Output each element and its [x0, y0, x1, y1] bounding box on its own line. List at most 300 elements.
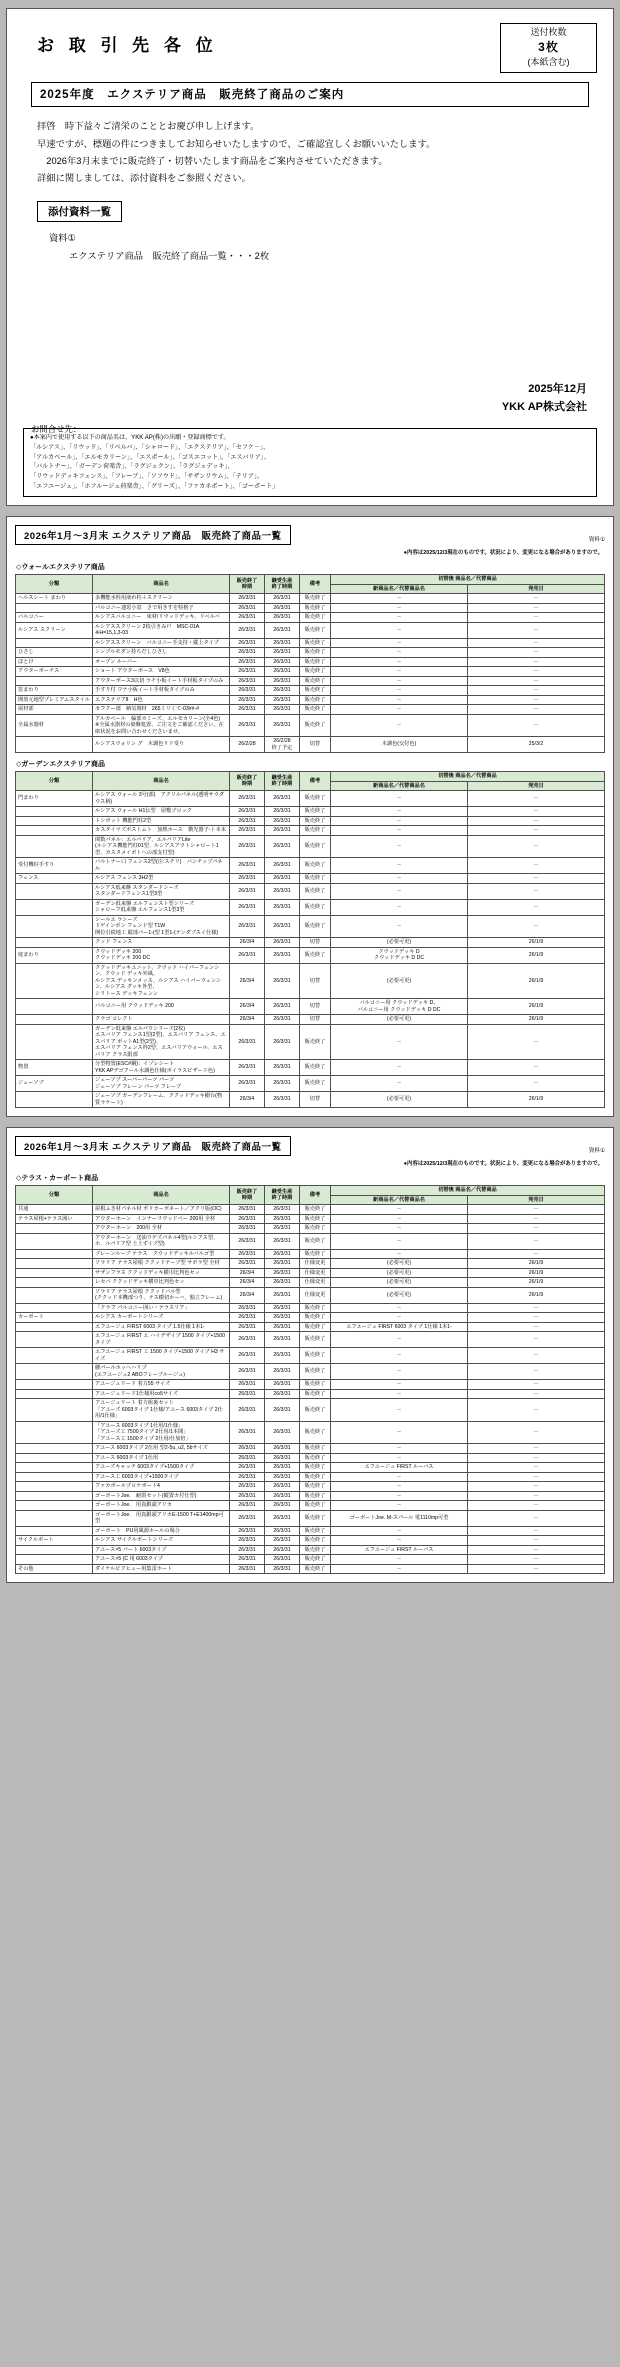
cell-shohin: アユース×5 (C 用 6003タイプ	[93, 1555, 230, 1565]
cell-kubun	[16, 676, 93, 686]
cell-kubun: ほとけ	[16, 657, 93, 667]
cell-hanbai-end: 26/3/31	[230, 1491, 265, 1501]
col-replacement-group: 切替後 商品名／代替商品	[331, 575, 605, 585]
cell-biko: 販売終了	[300, 874, 331, 884]
cell-release-date: －	[468, 1060, 605, 1076]
table-row	[16, 1322, 605, 1332]
cell-biko: 販売終了	[300, 947, 331, 963]
col-kubun: 分類	[16, 772, 93, 791]
cell-hanbai-end: 26/3/31	[230, 1555, 265, 1565]
cell-biko: 販売終了	[300, 1214, 331, 1224]
cell-release-date: －	[468, 714, 605, 737]
cell-kubun	[16, 1259, 93, 1269]
cell-hanbai-end: 26/3/31	[230, 1322, 265, 1332]
table-row	[16, 1015, 605, 1025]
cell-replacement: －	[331, 1348, 468, 1364]
cell-biko: 販売終了	[300, 1205, 331, 1215]
cell-release-date: －	[468, 1453, 605, 1463]
cell-biko: 販売終了	[300, 657, 331, 667]
cell-hanbai-end: 26/3/31	[230, 695, 265, 705]
cell-kubun	[16, 1380, 93, 1390]
cell-shohin: ルシアス低来盤 スタンダードシーズ スタンダードフェンス1型3型	[93, 883, 230, 899]
sheet-note: ●内容は2025/12/3現在のものです。状況により、変更になる場合がありますので。	[403, 550, 603, 556]
cell-kubun	[16, 1268, 93, 1278]
cell-kubun	[16, 1463, 93, 1473]
cell-release-date: 26/1/9	[468, 947, 605, 963]
cover-header	[23, 23, 597, 73]
cell-hanbai-end: 26/3/31	[230, 1453, 265, 1463]
cell-biko: 販売終了	[300, 1444, 331, 1454]
cell-release-date: －	[468, 807, 605, 817]
table-row	[16, 657, 605, 667]
cell-shohin: ルシアススクリーン バルコニー手支持・縦上タイプ	[93, 638, 230, 648]
cell-hanbai-end: 26/3/31	[230, 1024, 265, 1060]
cell-hanbai-end: 26/3/31	[230, 1399, 265, 1422]
col-hanbai-end: 販売終了 時期	[230, 1186, 265, 1205]
cell-seisan-end: 26/3/31	[265, 1024, 300, 1060]
cell-kubun: その他	[16, 1564, 93, 1574]
cell-replacement: －	[331, 1482, 468, 1492]
cell-hanbai-end: 26/3/31	[230, 1214, 265, 1224]
col-release-date: 発売日	[468, 584, 605, 594]
cell-biko: 販売終了	[300, 594, 331, 604]
table-row	[16, 686, 605, 696]
cell-seisan-end: 26/3/31	[265, 695, 300, 705]
table-row	[16, 714, 605, 737]
cell-kubun	[16, 737, 93, 753]
cell-biko: 販売終了	[300, 807, 331, 817]
cell-shohin: アユージュリード1仕様用co5サイズ	[93, 1389, 230, 1399]
col-release-date: 発売日	[468, 781, 605, 791]
cell-kubun	[16, 1399, 93, 1422]
cell-kubun: カーポート	[16, 1313, 93, 1323]
cell-hanbai-end: 26/3/31	[230, 1348, 265, 1364]
table-row	[16, 1092, 605, 1108]
cell-hanbai-end: 26/3/31	[230, 676, 265, 686]
table-row	[16, 613, 605, 623]
cell-shohin: レセバ ククッドデッキ横巾比判色セッ	[93, 1278, 230, 1288]
cell-replacement: －	[331, 1332, 468, 1348]
table-row	[16, 1287, 605, 1303]
table-row	[16, 807, 605, 817]
cell-biko: 販売終了	[300, 899, 331, 915]
cell-release-date: 26/1/9	[468, 1287, 605, 1303]
cell-biko: 販売終了	[300, 613, 331, 623]
cell-kubun	[16, 1348, 93, 1364]
table-row	[16, 603, 605, 613]
table-row	[16, 1348, 605, 1364]
cell-replacement: －	[331, 648, 468, 658]
cell-biko: 販売終了	[300, 714, 331, 737]
cell-kubun: フェンス	[16, 874, 93, 884]
cell-replacement: －	[331, 657, 468, 667]
cell-seisan-end: 26/3/31	[265, 676, 300, 686]
cell-replacement: －	[331, 835, 468, 858]
cell-replacement: －	[331, 1313, 468, 1323]
cell-hanbai-end: 26/3/31	[230, 826, 265, 836]
cell-replacement: (必要可更)	[331, 1259, 468, 1269]
col-shohin: 商品名	[93, 575, 230, 594]
cell-seisan-end: 26/3/31	[265, 874, 300, 884]
cell-hanbai-end: 26/3/31	[230, 1233, 265, 1249]
cell-hanbai-end: 26/3/4	[230, 938, 265, 948]
cell-shohin: ショート アウターポース V8色	[93, 667, 230, 677]
cell-seisan-end: 26/2/28 終了予定	[265, 737, 300, 753]
cell-release-date: －	[468, 1249, 605, 1259]
cell-hanbai-end: 26/3/31	[230, 835, 265, 858]
cell-biko: 販売終了	[300, 1491, 331, 1501]
cell-release-date: －	[468, 858, 605, 874]
col-kubun: 分類	[16, 1186, 93, 1205]
table-row	[16, 1421, 605, 1444]
cell-shohin: アユース 6003タイプ 1仕用	[93, 1453, 230, 1463]
table-row	[16, 1303, 605, 1313]
cell-kubun	[16, 1024, 93, 1060]
cell-shohin: アユージュリート 着力組裏セット 「アユーズ 6003タイプ 1仕様/アユース 6003タイプ 2仕用/1仕様」	[93, 1399, 230, 1422]
cell-hanbai-end: 26/3/31	[230, 899, 265, 915]
cell-kubun	[16, 1491, 93, 1501]
cell-replacement: －	[331, 714, 468, 737]
cell-replacement: －	[331, 915, 468, 938]
cell-shohin: バルコニー連窓小窓 さで用きすを特格子	[93, 603, 230, 613]
cell-replacement: (必要可更)	[331, 1268, 468, 1278]
table-row	[16, 999, 605, 1015]
cell-kubun	[16, 1278, 93, 1288]
sheet-note: ●内容は2025/12/3現在のものです。状況により、変更になる場合がありますので。	[403, 1161, 603, 1167]
cell-shohin: ルシアスバルコニー 床材/リウッドデッキ、リベルバ	[93, 613, 230, 623]
cell-hanbai-end: 26/3/4	[230, 999, 265, 1015]
cell-release-date: －	[468, 1389, 605, 1399]
cell-release-date: －	[468, 657, 605, 667]
cell-kubun	[16, 1444, 93, 1454]
cell-replacement: エフユージュ FIRST ルーバス	[331, 1545, 468, 1555]
col-release-date: 発売日	[468, 1195, 605, 1205]
cell-seisan-end: 26/3/31	[265, 657, 300, 667]
group-heading: ◇ガーデンエクステリア商品	[16, 761, 106, 768]
cell-shohin: 関数パネル：エルパリア、エルパリアLite (ルシアス機能門柱01型、ルシアスアウトシャロート1型、カスタメイボトへの部支付型)	[93, 835, 230, 858]
table-row	[16, 1399, 605, 1422]
cell-release-date: －	[468, 791, 605, 807]
cell-hanbai-end: 26/3/31	[230, 1224, 265, 1234]
cell-replacement: －	[331, 1364, 468, 1380]
table-row	[16, 1501, 605, 1511]
cell-seisan-end: 26/3/31	[265, 686, 300, 696]
body-line: 早速ですが、標題の件につきましてお知らせいたしますので、ご確認宜しくお願いいたします。	[37, 138, 436, 149]
table-row	[16, 1555, 605, 1565]
table-row	[16, 622, 605, 638]
cell-seisan-end: 26/3/31	[265, 807, 300, 817]
cell-shohin: 「クラフ パルコニー囲い・テラスリア」	[93, 1303, 230, 1313]
cell-hanbai-end: 26/3/31	[230, 1444, 265, 1454]
cell-replacement: (必要可更)	[331, 1092, 468, 1108]
cell-kubun	[16, 938, 93, 948]
cell-kubun	[16, 1092, 93, 1108]
cell-replacement: －	[331, 807, 468, 817]
trademark-line: ●本案内で使用する以下の商品名は、YKK AP(株)の出願・登録商標です。	[30, 433, 230, 441]
cell-kubun: サイクルポート	[16, 1536, 93, 1546]
product-table	[15, 771, 605, 1108]
cell-release-date: －	[468, 622, 605, 638]
cell-hanbai-end: 26/3/31	[230, 1364, 265, 1380]
cell-replacement: －	[331, 1303, 468, 1313]
cell-kubun: 物置	[16, 1060, 93, 1076]
cell-shohin: 「アユース 6003タイプ 1仕用/1仕様」 「アユーズ工 7500タイプ 2仕用/1本間」 「アユース工 1500タイプ 2仕用/仕加倍」	[93, 1421, 230, 1444]
cell-seisan-end: 26/3/31	[265, 1233, 300, 1249]
cell-release-date: －	[468, 816, 605, 826]
table-row	[16, 1205, 605, 1215]
col-hanbai-end: 販売終了 時期	[230, 575, 265, 594]
cell-biko: 仕様変更	[300, 1268, 331, 1278]
cell-seisan-end: 26/3/31	[265, 1526, 300, 1536]
cell-seisan-end: 26/3/31	[265, 826, 300, 836]
cell-hanbai-end: 26/3/31	[230, 816, 265, 826]
cell-biko: 仕様変更	[300, 1278, 331, 1288]
table-row	[16, 816, 605, 826]
cell-kubun: 窓まわり	[16, 686, 93, 696]
cell-biko: 販売終了	[300, 638, 331, 648]
cell-seisan-end: 26/3/31	[265, 999, 300, 1015]
cell-replacement: －	[331, 594, 468, 604]
cell-biko: 切替	[300, 1092, 331, 1108]
cell-seisan-end: 26/3/31	[265, 1214, 300, 1224]
attachments-heading: 添付資料一覧	[37, 201, 122, 222]
cell-kubun: ジェーソブ	[16, 1076, 93, 1092]
group-container	[15, 1173, 605, 1574]
cell-seisan-end: 26/3/31	[265, 1322, 300, 1332]
cell-hanbai-end: 26/3/31	[230, 883, 265, 899]
cell-shohin: 多機能水栓用液れ柱＋スクリーン	[93, 594, 230, 604]
cell-release-date: －	[468, 899, 605, 915]
cell-release-date: －	[468, 1545, 605, 1555]
cell-hanbai-end: 26/3/31	[230, 1332, 265, 1348]
cell-biko: 販売終了	[300, 1555, 331, 1565]
cell-release-date: 26/1/9	[468, 938, 605, 948]
cell-hanbai-end: 26/3/31	[230, 1313, 265, 1323]
col-shohin: 商品名	[93, 772, 230, 791]
table-row	[16, 826, 605, 836]
cell-hanbai-end: 26/3/31	[230, 638, 265, 648]
cell-shohin: シンプルモダン持ちだしひさし	[93, 648, 230, 658]
table-row	[16, 1364, 605, 1380]
cell-release-date: 26/1/9	[468, 1268, 605, 1278]
cell-release-date: 25/3/2	[468, 737, 605, 753]
cell-replacement: －	[331, 1501, 468, 1511]
table-row	[16, 1389, 605, 1399]
table-row	[16, 1482, 605, 1492]
cell-hanbai-end: 26/3/31	[230, 791, 265, 807]
cell-release-date: －	[468, 1444, 605, 1454]
cell-biko: 販売終了	[300, 1380, 331, 1390]
table-row	[16, 1313, 605, 1323]
table-row	[16, 1380, 605, 1390]
cell-seisan-end: 26/3/31	[265, 594, 300, 604]
cell-replacement: －	[331, 686, 468, 696]
col-replacement-group: 切替後 商品名／代替商品	[331, 772, 605, 782]
cell-kubun	[16, 638, 93, 648]
cell-kubun	[16, 1421, 93, 1444]
cell-kubun	[16, 1287, 93, 1303]
cell-hanbai-end: 26/3/31	[230, 1421, 265, 1444]
cell-hanbai-end: 26/2/28	[230, 737, 265, 753]
table-row	[16, 705, 605, 715]
cell-kubun	[16, 963, 93, 999]
cell-replacement: －	[331, 1060, 468, 1076]
cell-shohin: ガーデン低来盤 エルフェンスト型シリーズ シャローフ低来盤 エルフェンス1型3型	[93, 899, 230, 915]
cell-replacement: －	[331, 638, 468, 648]
table-row	[16, 1249, 605, 1259]
cell-biko: 販売終了	[300, 915, 331, 938]
cell-biko: 販売終了	[300, 1501, 331, 1511]
cell-shohin: ゴーボートJoe. 用真銀頭アリカE-1500 T+E1400mp可型	[93, 1510, 230, 1526]
cell-kubun	[16, 603, 93, 613]
cell-seisan-end: 26/3/31	[265, 1015, 300, 1025]
cell-replacement: －	[331, 883, 468, 899]
cell-release-date: －	[468, 1526, 605, 1536]
cell-replacement: －	[331, 858, 468, 874]
cell-hanbai-end: 26/3/31	[230, 1545, 265, 1555]
cell-biko: 販売終了	[300, 1453, 331, 1463]
sheet-header	[15, 525, 605, 545]
cell-release-date: －	[468, 1463, 605, 1473]
cell-release-date: －	[468, 826, 605, 836]
table-row	[16, 1233, 605, 1249]
cell-kubun	[16, 1545, 93, 1555]
cell-shohin: ルシアスウォリン グ 木調色リリ受り	[93, 737, 230, 753]
cell-biko: 販売終了	[300, 622, 331, 638]
cell-shohin: サザンフラス ククッドデッキ横巾比判色セッ	[93, 1268, 230, 1278]
table-row	[16, 963, 605, 999]
table-row	[16, 1545, 605, 1555]
cell-shohin: ファカポールプロケポート4	[93, 1482, 230, 1492]
table-row	[16, 858, 605, 874]
table-row	[16, 1510, 605, 1526]
cell-release-date: 26/1/9	[468, 999, 605, 1015]
table-row	[16, 883, 605, 899]
col-shohin: 商品名	[93, 1186, 230, 1205]
cover-subject: 2025年度 エクステリア商品 販売終了商品のご案内	[31, 82, 589, 107]
cell-release-date: 26/1/9	[468, 963, 605, 999]
cell-kubun: 庭まわり	[16, 947, 93, 963]
cell-kubun: アウターポーチス	[16, 667, 93, 677]
cell-shohin: エフユージュ FIRST 工 1500 タイプ+1500 タイプ H3 サイズ	[93, 1348, 230, 1364]
sheet-title: 2026年1月～3月末 エクステリア商品 販売終了商品一覧	[15, 1136, 291, 1156]
cell-shohin: セフクー部 納気剤材 265ミリくて-03##-#	[93, 705, 230, 715]
table-row	[16, 1491, 605, 1501]
cell-hanbai-end: 26/3/31	[230, 915, 265, 938]
cell-shohin: ダイケルピクヒュー用集雷ホート	[93, 1564, 230, 1574]
cell-hanbai-end: 26/3/31	[230, 714, 265, 737]
cell-seisan-end: 26/3/31	[265, 899, 300, 915]
cell-replacement: －	[331, 1472, 468, 1482]
cell-replacement: －	[331, 603, 468, 613]
cell-biko: 販売終了	[300, 1332, 331, 1348]
table-row	[16, 1463, 605, 1473]
cell-seisan-end: 26/3/31	[265, 622, 300, 638]
cell-hanbai-end: 26/3/31	[230, 947, 265, 963]
cell-replacement: －	[331, 1536, 468, 1546]
cell-hanbai-end: 26/3/31	[230, 613, 265, 623]
col-biko: 備考	[300, 772, 331, 791]
cell-biko: 販売終了	[300, 1526, 331, 1536]
cell-kubun: バルコニー	[16, 613, 93, 623]
cell-replacement: －	[331, 705, 468, 715]
cell-replacement: －	[331, 1076, 468, 1092]
cell-replacement: －	[331, 826, 468, 836]
cell-hanbai-end: 26/3/31	[230, 667, 265, 677]
cell-replacement: エフユージュ FIRST 6003 タイプ 1仕様 1本1-	[331, 1322, 468, 1332]
cell-release-date: －	[468, 1348, 605, 1364]
cell-seisan-end: 26/3/31	[265, 1205, 300, 1215]
cell-release-date: －	[468, 1564, 605, 1574]
attachment-item: 資料①	[49, 233, 76, 244]
cell-biko: 切替	[300, 963, 331, 999]
cell-biko: 切替	[300, 1015, 331, 1025]
cell-biko: 販売終了	[300, 603, 331, 613]
cell-seisan-end: 26/3/31	[265, 1287, 300, 1303]
cell-hanbai-end: 26/3/31	[230, 1249, 265, 1259]
cell-release-date: －	[468, 667, 605, 677]
page-title: お 取 引 先 各 位	[37, 36, 218, 55]
cell-kubun: ルシアス スクリーン	[16, 622, 93, 638]
cell-biko: 販売終了	[300, 835, 331, 858]
cell-replacement: －	[331, 1444, 468, 1454]
cell-shohin: ブレーンルーブ テラス クウッドデッキルバルゴ型	[93, 1249, 230, 1259]
cell-shohin: ゴーボートJoe. 耐震セット(縦置カ付仕型)	[93, 1491, 230, 1501]
table-row	[16, 594, 605, 604]
cell-seisan-end: 26/3/31	[265, 858, 300, 874]
cell-shohin: エクステリアⅡ H色	[93, 695, 230, 705]
cell-replacement: －	[331, 1224, 468, 1234]
cell-kubun: 全属水器材	[16, 714, 93, 737]
cell-release-date: －	[468, 1482, 605, 1492]
cell-replacement: (必要可更)	[331, 1015, 468, 1025]
cell-replacement: －	[331, 622, 468, 638]
table-row	[16, 915, 605, 938]
contact-label: お問合せ先：	[31, 424, 82, 434]
cell-seisan-end: 26/3/31	[265, 947, 300, 963]
cell-seisan-end: 26/3/31	[265, 1510, 300, 1526]
cell-release-date: －	[468, 1024, 605, 1060]
cell-seisan-end: 26/3/31	[265, 1453, 300, 1463]
cell-replacement: バルコニー用 クウッドデッキ D、 バルコニー用 クウッドデッキ D DC	[331, 999, 468, 1015]
copies-label: 送付枚数	[530, 27, 567, 37]
cell-shohin: トシボット 機能門柱2型	[93, 816, 230, 826]
cell-release-date: －	[468, 1555, 605, 1565]
cell-shohin: クウッドデッキ 200 クウッドデッキ 200 DC	[93, 947, 230, 963]
cell-replacement: ゴーボートJoe. M-スパール 電1110mp可型	[331, 1510, 468, 1526]
cell-release-date: －	[468, 1536, 605, 1546]
table-row	[16, 791, 605, 807]
table-row	[16, 1453, 605, 1463]
cell-release-date: －	[468, 1224, 605, 1234]
cell-release-date: －	[468, 1399, 605, 1422]
col-replacement-group: 切替後 商品名／代替商品	[331, 1186, 605, 1196]
cell-biko: 販売終了	[300, 1399, 331, 1422]
cell-seisan-end: 26/3/31	[265, 1060, 300, 1076]
cell-hanbai-end: 26/3/31	[230, 1564, 265, 1574]
table-row	[16, 1224, 605, 1234]
cell-kubun: 展材部	[16, 705, 93, 715]
signature-date: 2025年12月	[528, 382, 587, 395]
cell-replacement: －	[331, 667, 468, 677]
table-row	[16, 874, 605, 884]
cell-kubun	[16, 1224, 93, 1234]
cell-release-date: 26/1/9	[468, 1259, 605, 1269]
cell-biko: 販売終了	[300, 1076, 331, 1092]
cell-release-date: －	[468, 1076, 605, 1092]
cell-replacement: －	[331, 1249, 468, 1259]
cell-release-date: －	[468, 1510, 605, 1526]
